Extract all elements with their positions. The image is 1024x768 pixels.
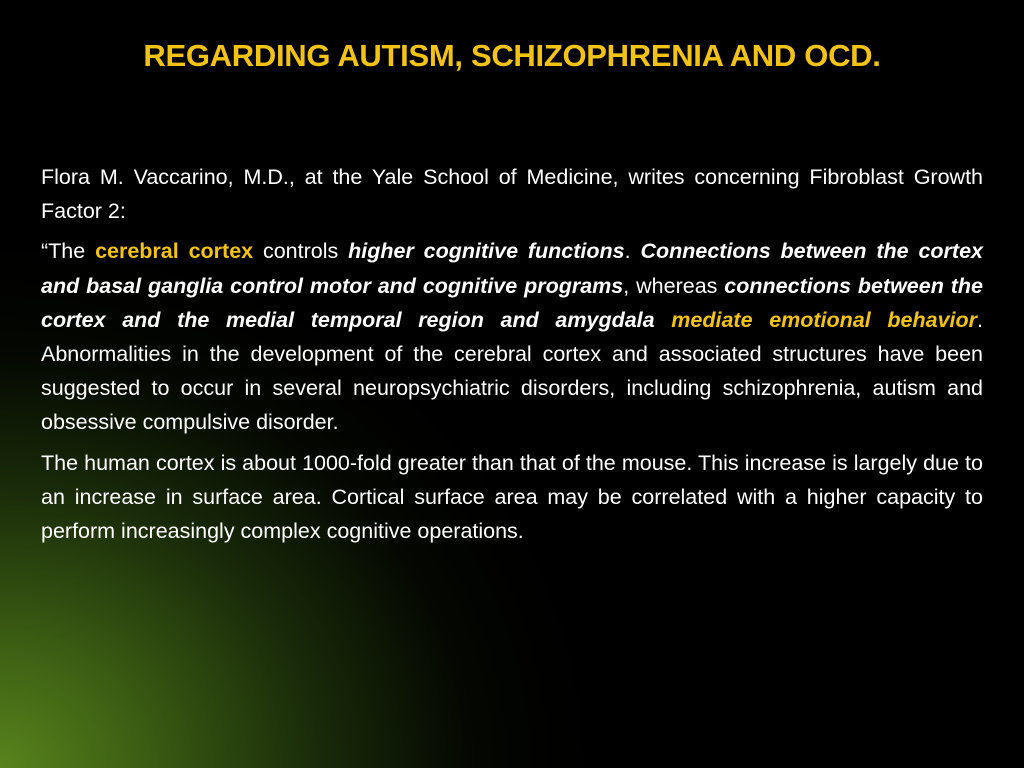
term-cerebral-cortex: cerebral cortex [95, 239, 254, 264]
quote-text-3: . [624, 239, 641, 264]
term-mediate-emotional-behavior: mediate emotional behavior [671, 307, 977, 332]
slide-title: REGARDING AUTISM, SCHIZOPHRENIA AND OCD. [143, 38, 881, 73]
quote-open: “The [41, 239, 96, 264]
term-basal-ganglia-connections: Connections between the cortex and basal ganglia control motor and cognitive programs [41, 239, 983, 298]
intro-paragraph: Flora M. Vaccarino, M.D., at the Yale School of Medicine, writes concerning Fibroblast Growth Factor 2: [41, 165, 983, 224]
quote-paragraph [41, 234, 983, 439]
quote-text-4: , whereas [623, 273, 725, 298]
slide-body [41, 160, 983, 554]
quote-text-6: . Abnormalities in the development of the cerebral cortex and associated structures have been suggested to occur in several neuropsychiatric disorders, including schizophrenia, autism and obsessive compulsive disorder. [41, 307, 983, 435]
quote-text-2: controls [253, 239, 349, 264]
quote-text-5 [655, 308, 672, 332]
term-medial-temporal-connections: connections between the cortex and the medial temporal region and amygdala [41, 273, 983, 332]
closing-paragraph: The human cortex is about 1000-fold greater than that of the mouse. This increase is largely due to an increase in surface area. Cortical surface area may be correlated with a higher capacity to perform increasingly complex cognitive operations. [41, 450, 983, 544]
term-higher-cognitive-functions: higher cognitive functions [348, 239, 625, 264]
